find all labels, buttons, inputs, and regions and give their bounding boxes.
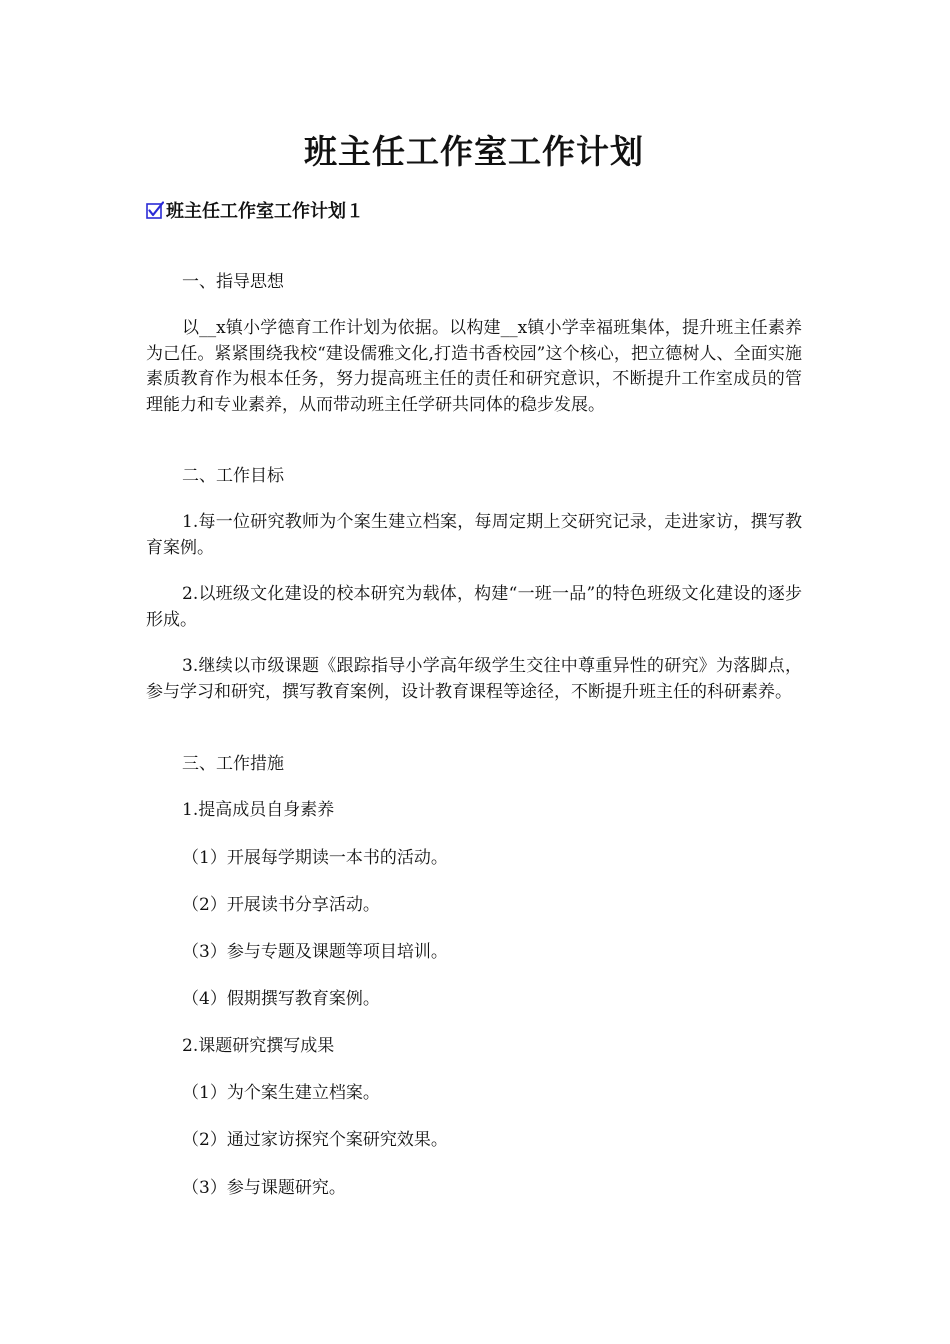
heading-guiding-ideology: 一、指导思想: [182, 272, 284, 292]
paragraph-goal-3: 3.继续以市级课题《跟踪指导小学高年级学生交往中尊重异性的研究》为落脚点，参与学习和研究，撰写教育案例，设计教育课程等途径，不断提升班主任的科研素养。: [146, 656, 802, 702]
list-item: （2）开展读书分享活动。: [182, 895, 380, 915]
section-heading: [146, 198, 364, 226]
paragraph-guiding-ideology: 以__x镇小学德育工作计划为依据。以构建__x镇小学幸福班集体，提升班主任素养为己任。紧紧围绕我校“建设儒雅文化,打造书香校园”这个核心，把立德树人、全面实施素质教育作为根本任务，努力提高班主任的责任和研究意识，不断提升工作室成员的管理能力和专业素养，从而带动班主任学研共同体的稳步发展。: [146, 318, 802, 415]
list-item: （3）参与课题研究。: [182, 1178, 346, 1198]
section-heading-text: 班主任工作室工作计划１: [166, 201, 364, 222]
paragraph-goal-2: 2.以班级文化建设的校本研究为载体，构建“一班一品”的特色班级文化建设的逐步形成。: [146, 584, 802, 630]
list-item: （2）通过家访探究个案研究效果。: [182, 1130, 448, 1150]
measure-2-title: 2.课题研究撰写成果: [182, 1036, 335, 1056]
list-item: （1）开展每学期读一本书的活动。: [182, 848, 448, 868]
measure-1-title: 1.提高成员自身素养: [182, 800, 335, 820]
checkbox-checked-icon: [146, 201, 164, 219]
list-item: （4）假期撰写教育案例。: [182, 989, 380, 1009]
list-item: （3）参与专题及课题等项目培训。: [182, 942, 448, 962]
document-title: 班主任工作室工作计划: [304, 132, 644, 171]
paragraph-goal-1: 1.每一位研究教师为个案生建立档案，每周定期上交研究记录，走进家访，撰写教育案例。: [146, 512, 802, 558]
heading-work-goals: 二、工作目标: [182, 466, 284, 486]
list-item: （1）为个案生建立档案。: [182, 1083, 380, 1103]
heading-work-measures: 三、工作措施: [182, 754, 284, 774]
